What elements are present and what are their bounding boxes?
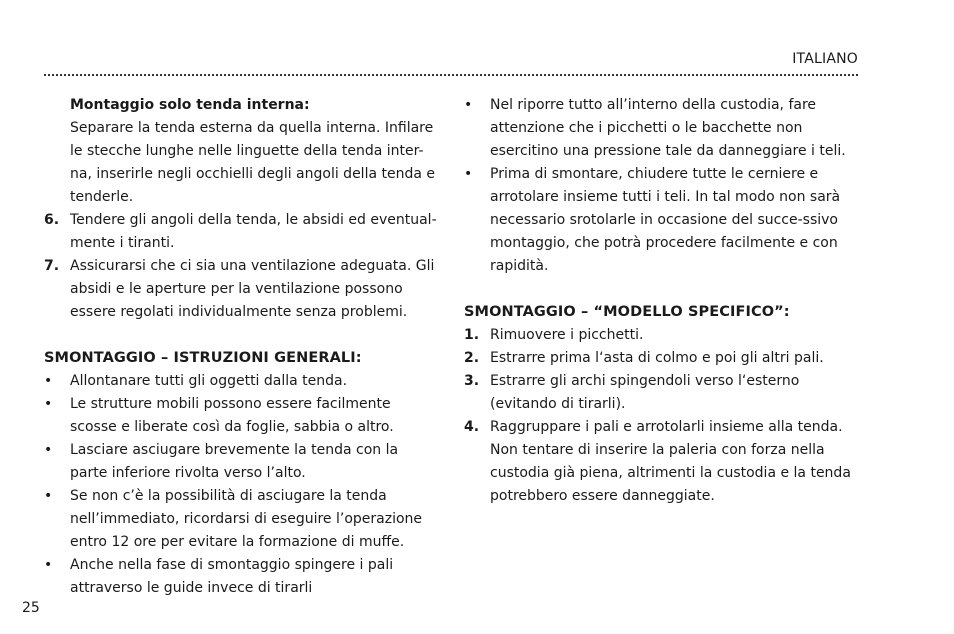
numbered-item — [464, 347, 864, 370]
bullet-icon: • — [464, 97, 473, 113]
item-text: Raggruppare i pali e arrotolarli insieme alla tenda. Non tentare di inserire la paleria con forza nella custodia già piena, altrimenti la custodia e la tenda potrebbero essere danneggiate. — [490, 419, 851, 504]
bullet-text: Prima di smontare, chiudere tutte le cerniere e arrotolare insieme tutti i teli. In tal modo non sarà necessario srotolarle in occasione del succe-ssivo montaggio, che potrà procedere facilmente e con rapidità. — [490, 166, 841, 274]
bullet-item — [44, 485, 439, 554]
item-text: Estrarre prima l‘asta di colmo e poi gli altri pali. — [490, 350, 824, 366]
right-column — [464, 94, 864, 508]
bullet-icon: • — [44, 396, 53, 412]
bullet-text: Se non c’è la possibilità di asciugare la tenda nell’immediato, ricordarsi di eseguire l’operazione entro 12 ore per evitare la formazione di muffe. — [70, 488, 423, 550]
bullet-item — [44, 393, 439, 439]
item-number: 6. — [44, 212, 60, 228]
bullet-item — [44, 554, 439, 600]
item-text: Rimuovere i picchetti. — [490, 327, 644, 343]
left-column — [44, 94, 439, 600]
numbered-item — [44, 209, 439, 255]
section-heading-specific: SMONTAGGIO – “MODELLO SPECIFICO”: — [464, 304, 790, 320]
numbered-item — [464, 324, 864, 347]
subheading-inner-tent: Montaggio solo tenda interna: — [70, 97, 310, 113]
bullet-text: Le strutture mobili possono essere facilmente scosse e liberate così da foglie, sabbia o altro. — [70, 396, 394, 435]
section-heading-general: SMONTAGGIO – ISTRUZIONI GENERALI: — [44, 350, 362, 366]
item-number: 1. — [464, 327, 480, 343]
item-number: 7. — [44, 258, 60, 274]
bullet-icon: • — [44, 488, 53, 504]
item-text: Estrarre gli archi spingendoli verso l‘esterno (evitando di tirarli). — [490, 373, 800, 412]
bullet-text: Anche nella fase di smontaggio spingere i pali attraverso le guide invece di tirarli — [70, 557, 394, 596]
page-number: 25 — [22, 600, 40, 616]
subsection-inner-tent — [44, 94, 439, 209]
bullet-icon: • — [44, 557, 53, 573]
language-label: ITALIANO — [792, 51, 858, 67]
bullet-item — [464, 163, 864, 278]
numbered-item — [464, 370, 864, 416]
bullet-icon: • — [464, 166, 473, 182]
numbered-item — [44, 255, 439, 324]
bullet-item — [464, 94, 864, 163]
bullet-text: Allontanare tutti gli oggetti dalla tenda. — [70, 373, 348, 389]
numbered-item — [464, 416, 864, 508]
bullet-item — [44, 439, 439, 485]
bullet-item — [44, 370, 439, 393]
item-number: 3. — [464, 373, 480, 389]
bullet-icon: • — [44, 373, 53, 389]
bullet-icon: • — [44, 442, 53, 458]
item-text: Tendere gli angoli della tenda, le absidi ed eventual-mente i tiranti. — [70, 212, 437, 251]
dotted-divider — [44, 74, 858, 76]
item-text: Assicurarsi che ci sia una ventilazione adeguata. Gli absidi e le aperture per la ventilazione possono essere regolati individualmente senza problemi. — [70, 258, 435, 320]
subsection-text: Separare la tenda esterna da quella interna. Infilare le stecche lunghe nelle linguette della tenda inter-na, inserirle negli occhielli degli angoli della tenda e tenderle. — [70, 120, 435, 205]
bullet-text: Nel riporre tutto all’interno della custodia, fare attenzione che i picchetti o le bacchette non esercitino una pressione tale da danneggiare i teli. — [490, 97, 846, 159]
bullet-text: Lasciare asciugare brevemente la tenda con la parte inferiore rivolta verso l’alto. — [70, 442, 399, 481]
item-number: 2. — [464, 350, 480, 366]
item-number: 4. — [464, 419, 480, 435]
